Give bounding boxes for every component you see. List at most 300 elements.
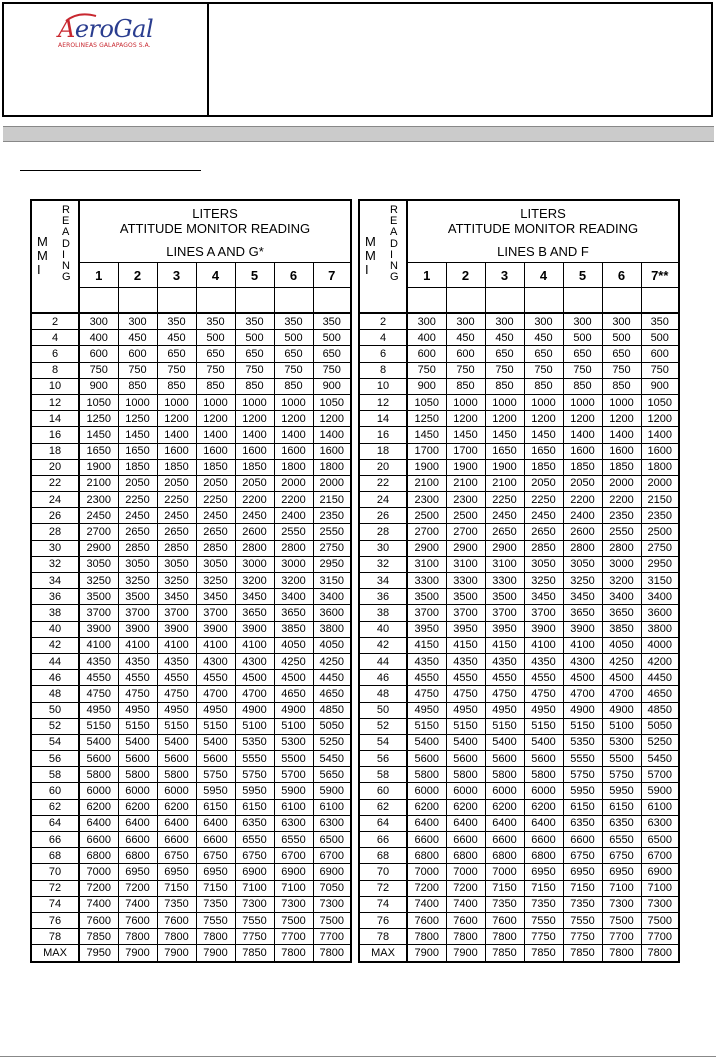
- table-row: [359, 573, 679, 589]
- liters-value: 3050: [524, 556, 563, 572]
- column-header: 3: [157, 263, 196, 288]
- logo-subtitle: AEROLINEAS GALAPAGOS S.A.: [58, 42, 151, 49]
- liters-value: 5450: [641, 751, 679, 767]
- liters-value: 7500: [602, 912, 641, 928]
- liters-value: 5400: [79, 734, 118, 750]
- liters-value: 7100: [602, 880, 641, 896]
- liters-value: 1850: [563, 459, 602, 475]
- mmi-value: 40: [31, 621, 79, 637]
- liters-value: 2850: [196, 540, 235, 556]
- column-header-row: [31, 263, 351, 288]
- liters-value: 300: [446, 313, 485, 330]
- liters-value: 7550: [196, 912, 235, 928]
- liters-value: 6600: [563, 832, 602, 848]
- liters-value: 1000: [235, 394, 274, 410]
- liters-value: 1200: [563, 411, 602, 427]
- liters-value: 6750: [602, 848, 641, 864]
- mmi-value: 18: [31, 443, 79, 459]
- liters-value: 6950: [563, 864, 602, 880]
- liters-value: 2450: [79, 508, 118, 524]
- liters-value: 6400: [446, 815, 485, 831]
- mmi-value: 48: [359, 686, 407, 702]
- liters-value: 650: [274, 346, 313, 362]
- liters-value: 6600: [485, 832, 524, 848]
- mmi-value: 20: [31, 459, 79, 475]
- liters-value: 5400: [524, 734, 563, 750]
- liters-value: 5400: [118, 734, 157, 750]
- liters-value: 1450: [79, 427, 118, 443]
- liters-value: 4100: [563, 637, 602, 653]
- mmi-reading-header: [31, 200, 79, 313]
- table-row: [359, 880, 679, 896]
- liters-value: 4050: [274, 637, 313, 653]
- liters-value: 1000: [196, 394, 235, 410]
- liters-value: 750: [118, 362, 157, 378]
- mmi-value: 76: [31, 912, 79, 928]
- liters-value: 850: [118, 378, 157, 394]
- blank-cell: [446, 288, 485, 314]
- liters-value: 2000: [602, 475, 641, 491]
- liters-value: 1450: [407, 427, 446, 443]
- blank-cell: [407, 288, 446, 314]
- liters-value: 5750: [602, 767, 641, 783]
- liters-value: 5500: [602, 751, 641, 767]
- liters-value: 1900: [407, 459, 446, 475]
- liters-value: 1850: [157, 459, 196, 475]
- liters-value: 900: [313, 378, 351, 394]
- liters-value: 6300: [274, 815, 313, 831]
- liters-value: 3950: [446, 621, 485, 637]
- liters-value: 2100: [446, 475, 485, 491]
- mmi-value: 14: [359, 411, 407, 427]
- liters-value: 850: [485, 378, 524, 394]
- table-row: [31, 313, 351, 330]
- liters-value: 2950: [641, 556, 679, 572]
- mmi-value: 24: [31, 492, 79, 508]
- liters-value: 7800: [446, 929, 485, 945]
- liters-value: 6350: [563, 815, 602, 831]
- table-row: [31, 621, 351, 637]
- liters-value: 1900: [485, 459, 524, 475]
- liters-value: 2600: [235, 524, 274, 540]
- mmi-value: 28: [31, 524, 79, 540]
- liters-value: 4550: [79, 670, 118, 686]
- liters-value: 5700: [274, 767, 313, 783]
- liters-value: 2650: [157, 524, 196, 540]
- liters-value: 3650: [602, 605, 641, 621]
- table-row: [31, 475, 351, 491]
- blank-cell: [563, 288, 602, 314]
- liters-value: 2300: [79, 492, 118, 508]
- table-row: [359, 686, 679, 702]
- table-row: [31, 734, 351, 750]
- liters-value: 7900: [118, 945, 157, 962]
- liters-value: 3900: [118, 621, 157, 637]
- liters-value: 2200: [235, 492, 274, 508]
- liters-value: 5250: [313, 734, 351, 750]
- liters-value: 900: [407, 378, 446, 394]
- liters-value: 5150: [446, 718, 485, 734]
- mmi-label: M M I: [365, 234, 376, 277]
- mmi-value: 10: [31, 378, 79, 394]
- liters-value: 6800: [407, 848, 446, 864]
- table-row: [359, 475, 679, 491]
- liters-value: 3150: [641, 573, 679, 589]
- liters-value: 6400: [79, 815, 118, 831]
- liters-value: 6400: [524, 815, 563, 831]
- liters-value: 7600: [485, 912, 524, 928]
- liters-value: 5600: [196, 751, 235, 767]
- liters-value: 5150: [407, 718, 446, 734]
- liters-value: 6800: [79, 848, 118, 864]
- liters-value: 650: [485, 346, 524, 362]
- liters-value: 1700: [446, 443, 485, 459]
- liters-value: 6200: [79, 799, 118, 815]
- liters-value: 6150: [563, 799, 602, 815]
- liters-value: 850: [235, 378, 274, 394]
- liters-value: 600: [118, 346, 157, 362]
- table-row: [359, 589, 679, 605]
- liters-value: 3250: [79, 573, 118, 589]
- liters-value: 500: [313, 330, 351, 346]
- liters-value: 3150: [313, 573, 351, 589]
- liters-value: 4850: [313, 702, 351, 718]
- mmi-value: 10: [359, 378, 407, 394]
- liters-table-lines-b-f: [358, 199, 680, 963]
- liters-value: 750: [274, 362, 313, 378]
- liters-value: 2900: [446, 540, 485, 556]
- liters-value: 1400: [313, 427, 351, 443]
- liters-value: 6150: [602, 799, 641, 815]
- liters-value: 2900: [79, 540, 118, 556]
- liters-value: 6150: [235, 799, 274, 815]
- liters-value: 7200: [407, 880, 446, 896]
- table-row: [31, 556, 351, 572]
- liters-value: 3250: [563, 573, 602, 589]
- liters-value: 5750: [235, 767, 274, 783]
- aerogal-logo: [58, 17, 178, 49]
- liters-value: 2350: [602, 508, 641, 524]
- liters-value: 450: [485, 330, 524, 346]
- liters-value: 4900: [602, 702, 641, 718]
- liters-value: 2850: [118, 540, 157, 556]
- liters-value: 4700: [563, 686, 602, 702]
- mmi-value: MAX: [31, 945, 79, 962]
- liters-value: 3400: [313, 589, 351, 605]
- liters-value: 6100: [274, 799, 313, 815]
- liters-value: 4500: [563, 670, 602, 686]
- liters-value: 3200: [274, 573, 313, 589]
- liters-value: 5500: [274, 751, 313, 767]
- liters-value: 850: [602, 378, 641, 394]
- table-row: [359, 378, 679, 394]
- liters-value: 2700: [446, 524, 485, 540]
- liters-value: 6800: [524, 848, 563, 864]
- liters-value: 1650: [485, 443, 524, 459]
- liters-value: 3450: [524, 589, 563, 605]
- liters-value: 1200: [196, 411, 235, 427]
- mmi-value: 56: [359, 751, 407, 767]
- liters-value: 3700: [485, 605, 524, 621]
- mmi-value: 34: [31, 573, 79, 589]
- mmi-value: 72: [31, 880, 79, 896]
- table-row: [31, 783, 351, 799]
- column-header: 7**: [641, 263, 679, 288]
- liters-value: 300: [79, 313, 118, 330]
- table-row: [31, 896, 351, 912]
- liters-value: 3450: [157, 589, 196, 605]
- liters-value: 1200: [313, 411, 351, 427]
- liters-value: 1400: [274, 427, 313, 443]
- liters-value: 3200: [602, 573, 641, 589]
- mmi-value: 8: [31, 362, 79, 378]
- liters-value: 2150: [641, 492, 679, 508]
- liters-value: 5300: [602, 734, 641, 750]
- section-underline: [20, 170, 201, 171]
- liters-value: 5800: [524, 767, 563, 783]
- mmi-value: 12: [359, 394, 407, 410]
- table-row: [359, 702, 679, 718]
- table-row: [31, 670, 351, 686]
- liters-value: 2050: [196, 475, 235, 491]
- liters-value: 4950: [79, 702, 118, 718]
- liters-value: 3800: [641, 621, 679, 637]
- liters-value: 2650: [524, 524, 563, 540]
- liters-value: 6000: [446, 783, 485, 799]
- liters-value: 1200: [641, 411, 679, 427]
- table-subtitle: LINES B AND F: [497, 244, 589, 259]
- liters-value: 1450: [524, 427, 563, 443]
- table-row: [359, 767, 679, 783]
- liters-value: 2500: [407, 508, 446, 524]
- liters-value: 7750: [524, 929, 563, 945]
- liters-value: 4900: [274, 702, 313, 718]
- liters-value: 2900: [407, 540, 446, 556]
- liters-value: 5950: [235, 783, 274, 799]
- liters-value: 7300: [235, 896, 274, 912]
- liters-value: 1600: [196, 443, 235, 459]
- blank-row: [359, 288, 679, 314]
- liters-value: 4200: [641, 653, 679, 669]
- liters-value: 7150: [157, 880, 196, 896]
- liters-value: 2350: [313, 508, 351, 524]
- liters-value: 6750: [563, 848, 602, 864]
- mmi-value: 20: [359, 459, 407, 475]
- table-row: [31, 751, 351, 767]
- liters-value: 600: [446, 346, 485, 362]
- liters-value: 3500: [407, 589, 446, 605]
- liters-value: 3900: [524, 621, 563, 637]
- liters-value: 5050: [641, 718, 679, 734]
- liters-value: 2450: [485, 508, 524, 524]
- liters-value: 6600: [446, 832, 485, 848]
- liters-value: 4950: [524, 702, 563, 718]
- table-title-cell: [407, 200, 679, 263]
- table-row: [31, 589, 351, 605]
- column-header: 6: [274, 263, 313, 288]
- blank-cell: [235, 288, 274, 314]
- liters-value: 7000: [79, 864, 118, 880]
- table-row: [359, 459, 679, 475]
- liters-value: 7850: [235, 945, 274, 962]
- liters-value: 1200: [235, 411, 274, 427]
- liters-value: 1200: [524, 411, 563, 427]
- liters-value: 4100: [235, 637, 274, 653]
- liters-value: 6200: [485, 799, 524, 815]
- blank-cell: [524, 288, 563, 314]
- logo-letter-a: A: [58, 15, 75, 43]
- liters-value: 6300: [313, 815, 351, 831]
- table-row: [359, 508, 679, 524]
- liters-value: 6900: [313, 864, 351, 880]
- liters-value: 4750: [407, 686, 446, 702]
- liters-value: 2400: [274, 508, 313, 524]
- liters-value: 4850: [641, 702, 679, 718]
- liters-value: 3900: [196, 621, 235, 637]
- liters-value: 6600: [196, 832, 235, 848]
- table-row: [31, 815, 351, 831]
- table-row: [31, 637, 351, 653]
- liters-value: 2700: [407, 524, 446, 540]
- mmi-value: 48: [31, 686, 79, 702]
- liters-value: 2200: [602, 492, 641, 508]
- blank-cell: [641, 288, 679, 314]
- liters-value: 2100: [407, 475, 446, 491]
- liters-label: LITERS: [520, 206, 566, 221]
- blank-cell: [157, 288, 196, 314]
- liters-value: 1850: [196, 459, 235, 475]
- mmi-value: 2: [31, 313, 79, 330]
- liters-value: 6200: [157, 799, 196, 815]
- table-row: [359, 945, 679, 962]
- liters-value: 2650: [196, 524, 235, 540]
- liters-value: 2000: [313, 475, 351, 491]
- liters-value: 5550: [563, 751, 602, 767]
- table-row: [31, 929, 351, 945]
- liters-value: 750: [235, 362, 274, 378]
- liters-value: 3250: [118, 573, 157, 589]
- liters-value: 2450: [196, 508, 235, 524]
- liters-value: 600: [79, 346, 118, 362]
- table-row: [31, 443, 351, 459]
- liters-value: 500: [641, 330, 679, 346]
- liters-value: 5150: [196, 718, 235, 734]
- mmi-value: 44: [31, 653, 79, 669]
- liters-value: 6800: [485, 848, 524, 864]
- table-title-cell: [79, 200, 351, 263]
- liters-value: 1050: [79, 394, 118, 410]
- liters-value: 7600: [446, 912, 485, 928]
- blank-cell: [274, 288, 313, 314]
- liters-value: 4350: [407, 653, 446, 669]
- liters-value: 2850: [157, 540, 196, 556]
- mmi-value: 38: [359, 605, 407, 621]
- liters-value: 1900: [446, 459, 485, 475]
- liters-value: 7100: [235, 880, 274, 896]
- liters-value: 3250: [196, 573, 235, 589]
- column-header: 5: [235, 263, 274, 288]
- liters-value: 4100: [118, 637, 157, 653]
- table-row: [31, 378, 351, 394]
- liters-value: 5400: [196, 734, 235, 750]
- liters-value: 450: [524, 330, 563, 346]
- liters-value: 350: [274, 313, 313, 330]
- blank-cell: [313, 288, 351, 314]
- mmi-value: 42: [31, 637, 79, 653]
- liters-value: 5750: [563, 767, 602, 783]
- liters-value: 7300: [602, 896, 641, 912]
- table-row: [359, 605, 679, 621]
- logo-cell: [4, 4, 209, 115]
- liters-value: 7150: [524, 880, 563, 896]
- liters-value: 2800: [235, 540, 274, 556]
- liters-value: 7350: [563, 896, 602, 912]
- mmi-value: 32: [31, 556, 79, 572]
- liters-value: 5450: [313, 751, 351, 767]
- liters-value: 1650: [524, 443, 563, 459]
- liters-value: 450: [157, 330, 196, 346]
- liters-value: 5950: [563, 783, 602, 799]
- column-header: 5: [563, 263, 602, 288]
- liters-value: 6700: [313, 848, 351, 864]
- liters-value: 3050: [196, 556, 235, 572]
- liters-value: 3450: [196, 589, 235, 605]
- mmi-value: 16: [359, 427, 407, 443]
- liters-value: 1850: [235, 459, 274, 475]
- liters-value: 3900: [157, 621, 196, 637]
- liters-value: 750: [485, 362, 524, 378]
- table-row: [359, 653, 679, 669]
- liters-value: 6550: [274, 832, 313, 848]
- liters-value: 6000: [407, 783, 446, 799]
- liters-value: 7800: [602, 945, 641, 962]
- liters-value: 7000: [407, 864, 446, 880]
- liters-value: 6150: [196, 799, 235, 815]
- table-row: [31, 880, 351, 896]
- liters-value: 3000: [602, 556, 641, 572]
- liters-value: 2300: [446, 492, 485, 508]
- liters-value: 6100: [313, 799, 351, 815]
- liters-value: 6400: [118, 815, 157, 831]
- liters-value: 3650: [235, 605, 274, 621]
- table-row: [31, 394, 351, 410]
- liters-value: 7850: [79, 929, 118, 945]
- liters-value: 7350: [524, 896, 563, 912]
- liters-value: 4000: [641, 637, 679, 653]
- liters-value: 7800: [485, 929, 524, 945]
- liters-value: 6500: [641, 832, 679, 848]
- liters-value: 6600: [524, 832, 563, 848]
- liters-value: 6900: [235, 864, 274, 880]
- liters-value: 7500: [313, 912, 351, 928]
- liters-value: 1200: [446, 411, 485, 427]
- liters-value: 5650: [313, 767, 351, 783]
- liters-value: 1650: [79, 443, 118, 459]
- liters-value: 5800: [407, 767, 446, 783]
- mmi-value: 4: [31, 330, 79, 346]
- liters-value: 5900: [313, 783, 351, 799]
- liters-value: 4350: [118, 653, 157, 669]
- liters-value: 4500: [274, 670, 313, 686]
- liters-value: 2450: [235, 508, 274, 524]
- liters-value: 7400: [407, 896, 446, 912]
- liters-value: 5150: [485, 718, 524, 734]
- liters-value: 1250: [79, 411, 118, 427]
- liters-value: 2450: [118, 508, 157, 524]
- table-row: [31, 540, 351, 556]
- liters-value: 2600: [563, 524, 602, 540]
- liters-value: 2000: [274, 475, 313, 491]
